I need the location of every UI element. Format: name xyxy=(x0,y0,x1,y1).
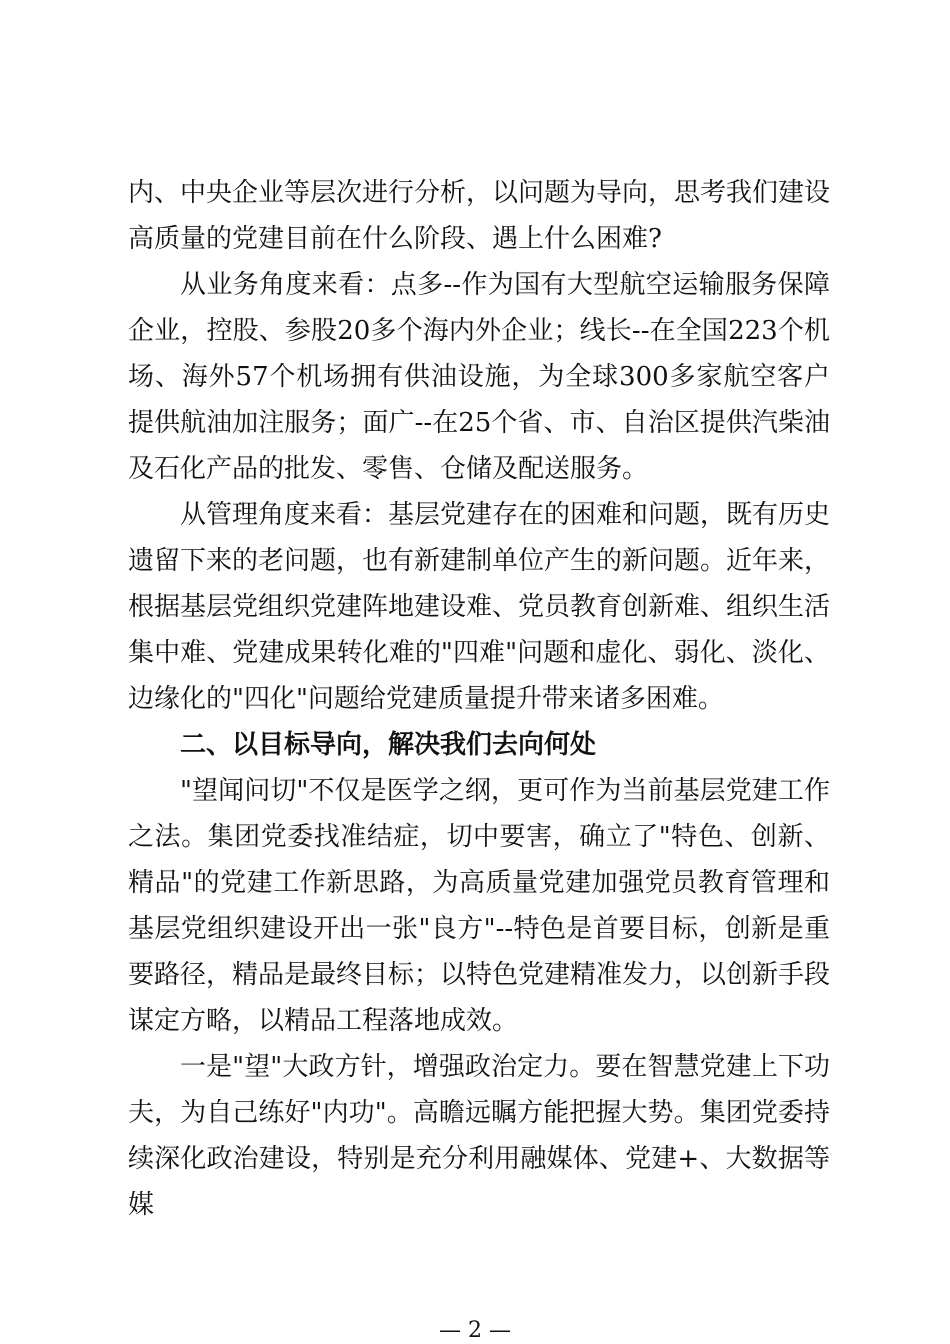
document-body xyxy=(128,170,830,1228)
section-heading: 二、以目标导向，解决我们去向何处 xyxy=(180,730,597,760)
paragraph-management-perspective: 从管理角度来看：基层党建存在的困难和问题，既有历史遗留下来的老问题，也有新建制单位产生的新问题。近年来，根据基层党组织党建阵地建设难、党员教育创新难、组织生活集中难、党建成果转化难的"四难"问题和虚化、弱化、淡化、边缘化的"四化"问题给党建质量提升带来诸多困难。 xyxy=(128,500,831,714)
paragraph-continuation: 内、中央企业等层次进行分析，以问题为导向，思考我们建设高质量的党建目前在什么阶段、遇上什么困难? xyxy=(128,178,831,254)
page-number: — 2 — xyxy=(439,1318,511,1343)
paragraph-business-perspective: 从业务角度来看：点多--作为国有大型航空运输服务保障企业，控股、参股20多个海内外企业；线长--在全国223个机场、海外57个机场拥有供油设施，为全球300多家航空客户提供航油加注服务；面广--在25个省、市、自治区提供汽柴油及石化产品的批发、零售、仓储及配送服务。 xyxy=(128,270,830,484)
paragraph-diagnosis-method: "望闻问切"不仅是医学之纲，更可作为当前基层党建工作之法。集团党委找准结症，切中要害，确立了"特色、创新、精品"的党建工作新思路，为高质量党建加强党员教育管理和基层党组织建设开出一张"良方"--特色是首要目标，创新是重要路径，精品是最终目标；以特色党建精准发力，以创新手段谋定方略，以精品工程落地成效。 xyxy=(128,776,831,1036)
paragraph-first-point: 一是"望"大政方针，增强政治定力。要在智慧党建上下功夫，为自己练好"内功"。高瞻远瞩方能把握大势。集团党委持续深化政治建设，特别是充分利用融媒体、党建+、大数据等媒 xyxy=(128,1052,830,1220)
